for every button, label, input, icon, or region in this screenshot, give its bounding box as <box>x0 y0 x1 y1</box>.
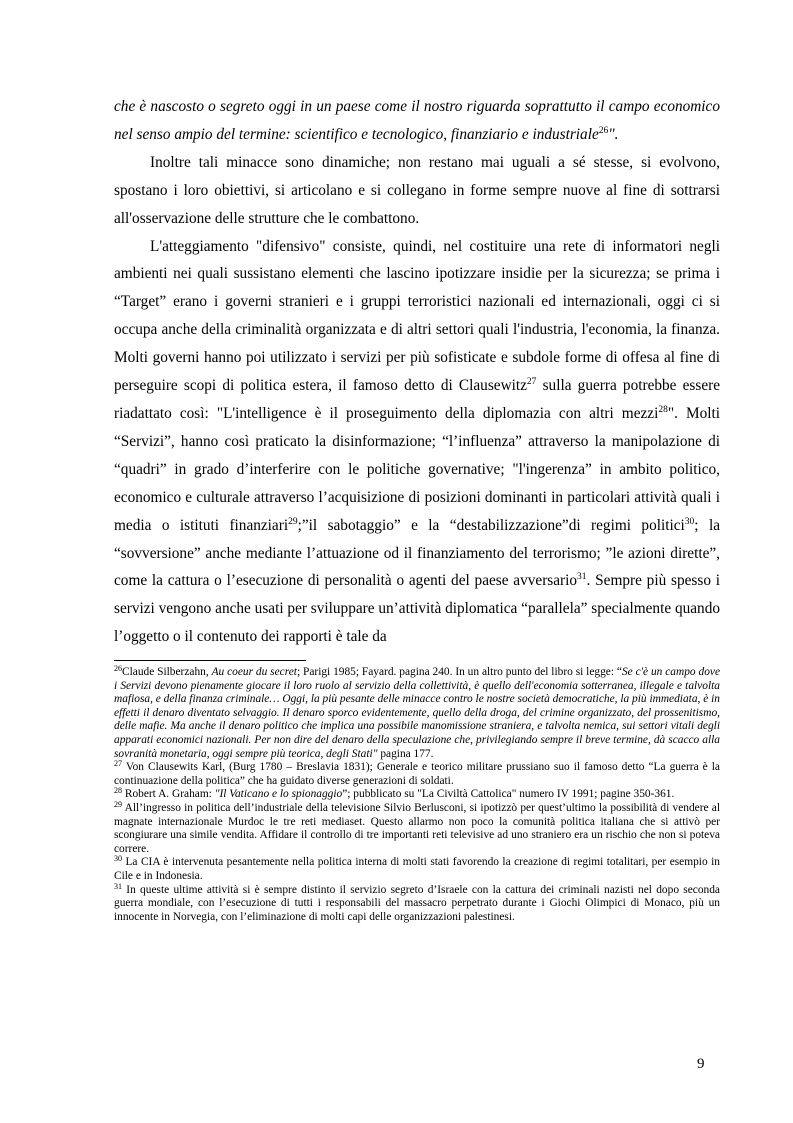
footnote-text: In queste ultime attività si è sempre distinto il servizio segreto d’Israele con la cattura dei criminali nazisti nel dopo seconda guerra mondiale, con l’esecuzione di tutti i responsabili del massacro perpetrato durante i Giochi Olimpici di Monaco, più un innocente in Norvegia, con l’eliminazione di molti capi delle organizzazioni palestinesi. <box>114 883 720 923</box>
footnote-number: 31 <box>114 881 122 891</box>
text-segment: ". Molti “Servizi”, hanno così praticato la disinformazione; “l’influenza” attraverso la manipolazione di “quadri” in grado d’interferire con le politiche governative; "l'ingerenza” in ambito politico, economico e culturale attraverso l’acquisizione di posizioni dominanti in particolari attività quali i media o istituti finanziari <box>114 404 720 534</box>
paragraph-quote-end <box>114 93 720 149</box>
footnote-30 <box>114 856 720 883</box>
footnote-text: Von Clausewits Karl, (Burg 1780 – Breslavia 1831); Generale e teorico militare prussiano suo il famoso detto “La guerra è la continuazione della politica” che ha guidato diverse generazioni di soldati. <box>114 761 720 787</box>
footnote-quote: Se c'è un campo dove i Servizi devono pienamente giocare il loro ruolo al servizio della collettività, è quello dell'economia sotterranea, illegale e talvolta mafiosa, e della finanza criminale… Oggi, la più pesante delle minacce contro le nostre società democratiche, la più immediata, è in effetti il denaro diventato selvaggio. Il denaro sporco evidentemente, quello della droga, del crimine organizzato, del prossenitismo, delle mafie. Ma anche il denaro politico che implica una possibile manomissione straniera, e talvolta nemica, sui settori vitali degli apparati economici nazionali. Per non dire del denaro della speculazione che, privilegiando sempre il breve termine, dà scacco alla sovranità monetaria, oggi sempre più teorica, degli Stati" <box>114 666 720 760</box>
text-segment: . Sempre più spesso i servizi vengono anche usati per sviluppare un’attività diplomatica “parallela” specialmente quando l’oggetto o il contenuto dei rapporti è tale da <box>114 572 721 646</box>
footnote-separator <box>114 660 306 661</box>
footnote-author: Claude Silberzahn, <box>122 666 212 678</box>
paragraph-defensive <box>114 233 720 652</box>
main-text <box>114 93 720 651</box>
footnote-text: La CIA è intervenuta pesantemente nella politica interna di molti stati favorendo la creazione di regimi totalitari, per esempio in Cile e in Indonesia. <box>114 856 720 882</box>
text-segment: ; la “sovversione” anche mediante l’attuazione od il finanziamento del terrorismo; ”le azioni dirette”, come la cattura o l’esecuzione di personalità o agenti del paese avversario <box>114 516 721 590</box>
footnotes <box>114 666 720 924</box>
footnote-number: 26 <box>114 664 122 673</box>
footnote-number: 29 <box>114 799 122 809</box>
footnote-29 <box>114 799 720 856</box>
quote-close: ". <box>608 125 619 143</box>
footnote-number: 27 <box>114 759 122 769</box>
footnote-ref-28[interactable]: 28 <box>658 404 668 415</box>
footnote-text: ”; pubblicato su "La Civiltà Cattolica" numero IV 1991; pagine 350-361. <box>342 788 675 801</box>
footnote-title: "Il Vaticano e lo spionaggio <box>214 788 343 801</box>
footnote-ref-29[interactable]: 29 <box>288 516 298 527</box>
text-segment: L'atteggiamento "difensivo" consiste, quindi, nel costituire una rete di informatori negli ambienti nei quali sussistano elementi che lascino ipotizzare insidie per la sicurezza; se prima i “Target” erano i governi stranieri e i gruppi terroristici nazionali ed internazionali, oggi ci si occupa anche della criminalità organizzata e di altri settori quali l'industria, l'economia, la finanza. Molti governi hanno poi utilizzato i servizi per più sofisticate e subdole forme di offesa al fine di perseguire scopi di politica estera, il famoso detto di Clausewitz <box>114 237 720 395</box>
footnote-31 <box>114 881 720 925</box>
footnote-28 <box>114 788 720 802</box>
text-segment: sulla guerra potrebbe essere riadattato così: "L'intelligence è il proseguimento della diplomazia con altri mezzi <box>114 377 721 422</box>
text-segment: ;”il sabotaggio” e la “destabilizzazione”di regimi politici <box>297 516 685 534</box>
footnote-ref-26[interactable]: 26 <box>598 125 609 136</box>
footnote-title: Au coeur du secret <box>211 666 297 678</box>
paragraph-threats: Inoltre tali minacce sono dinamiche; non restano mai uguali a sé stesse, si evolvono, spostano i loro obiettivi, si articolano e si collegano in forme sempre nuove al fine di sottrarsi all'osservazione delle strutture che le combattono. <box>114 153 720 227</box>
page-number: 9 <box>697 1056 705 1072</box>
footnote-ref-27[interactable]: 27 <box>526 377 537 388</box>
footnote-ref-31[interactable]: 31 <box>577 572 587 583</box>
footnote-27 <box>114 761 720 788</box>
footnote-page: pagina 177. <box>377 747 434 760</box>
footnote-number: 30 <box>114 854 122 864</box>
footnote-publication: ; Parigi 1985; Fayard. pagina 240. In un altro punto del libro si legge: “ <box>296 666 622 678</box>
footnote-26 <box>114 666 720 761</box>
footnote-text: All’ingresso in politica dell’industriale della televisione Silvio Berlusconi, si ipotizzò per quest’ultimo la possibilità di vendere al magnate internazionale Murdoc le tre reti mediaset. Questo allarmo non poco la comunità politica italiana che si attivò per scongiurare una simile vendita. Affidare il controllo di tre importanti reti televisive ad uno straniero era un rischio che non si poteva correre. <box>114 801 720 855</box>
italic-quote: che è nascosto o segreto oggi in un paese come il nostro riguarda soprattutto il campo economico nel senso ampio del termine: scientifico e tecnologico, finanziario e industriale <box>114 98 720 143</box>
footnote-number: 28 <box>114 786 122 796</box>
footnote-ref-30[interactable]: 30 <box>684 516 695 527</box>
footnote-author: Robert A. Graham: <box>122 788 215 801</box>
